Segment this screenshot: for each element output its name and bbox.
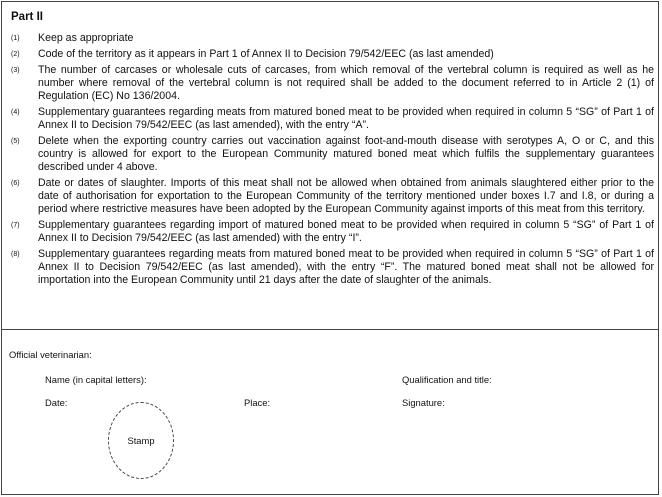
notes-section xyxy=(2,2,658,328)
section-divider xyxy=(2,329,658,330)
qualification-label: Qualification and title: xyxy=(402,374,492,385)
note-text: Supplementary guarantees regarding meats from matured boned meat to be provided when required in column 5 “SG” of Part 1 of Annex II to Decision 79/542/EEC (as last amended), with the entry “F”. The matured boned meat shall not be allowed for importation into the European Community until 21 days after the date of slaughter of the animals. xyxy=(38,248,654,286)
part-title: Part II xyxy=(11,11,43,23)
note-text: Code of the territory as it appears in Part 1 of Annex II to Decision 79/542/EEC (as last amended) xyxy=(38,48,494,60)
note-8 xyxy=(11,248,654,287)
note-text: Delete when the exporting country carries out vaccination against foot-and-mouth disease with serotypes A, O or C, and this country is allowed for export to the European Community matured boned meat which fulfils the supplementary guarantees described under 4 above. xyxy=(38,135,654,173)
note-6 xyxy=(11,177,654,216)
note-5 xyxy=(11,135,654,174)
note-number: (4) xyxy=(11,109,20,116)
note-number: (5) xyxy=(11,138,20,145)
note-number: (3) xyxy=(11,67,20,74)
note-number: (1) xyxy=(11,35,20,42)
date-label: Date: xyxy=(45,397,68,408)
note-text: Supplementary guarantees regarding import of matured boned meat to be provided when required in column 5 “SG” of Part 1 of Annex II to Decision 79/542/EEC (as last amended) with the entry “I”. xyxy=(38,219,654,244)
note-text: Supplementary guarantees regarding meats from matured boned meat to be provided when required in column 5 “SG” of Part 1 of Annex II to Decision 79/542/EEC (as last amended), with the entry “A”. xyxy=(38,106,654,131)
note-text: Keep as appropriate xyxy=(38,32,134,44)
name-label: Name (in capital letters): xyxy=(45,374,147,385)
note-1 xyxy=(11,32,654,45)
document-frame xyxy=(1,1,659,495)
note-text: Date or dates of slaughter. Imports of this meat shall not be allowed when obtained from animals slaughtered either prior to the date of authorisation for exportation to the European Community of the territory mentioned under boxes I.7 and I.8, or during a period where restrictive measures have been adopted by the European Community against imports of this meat from this territory. xyxy=(38,177,654,215)
notes-list xyxy=(11,32,654,290)
official-vet-label: Official veterinarian: xyxy=(9,349,92,360)
signature-label: Signature: xyxy=(402,397,445,408)
note-3 xyxy=(11,64,654,103)
note-7 xyxy=(11,219,654,245)
note-number: (7) xyxy=(11,222,20,229)
note-number: (6) xyxy=(11,180,20,187)
note-number: (8) xyxy=(11,251,20,258)
place-label: Place: xyxy=(244,397,271,408)
stamp-area xyxy=(108,402,174,479)
note-4 xyxy=(11,106,654,132)
note-number: (2) xyxy=(11,51,20,58)
stamp-label: Stamp xyxy=(127,435,155,446)
note-text: The number of carcases or wholesale cuts of carcases, from which removal of the vertebral column is required as well as he number where removal of the vertebral column is not required shall be added to the document referred to in Article 2 (1) of Regulation (EC) No 136/2004. xyxy=(38,64,654,102)
note-2 xyxy=(11,48,654,61)
